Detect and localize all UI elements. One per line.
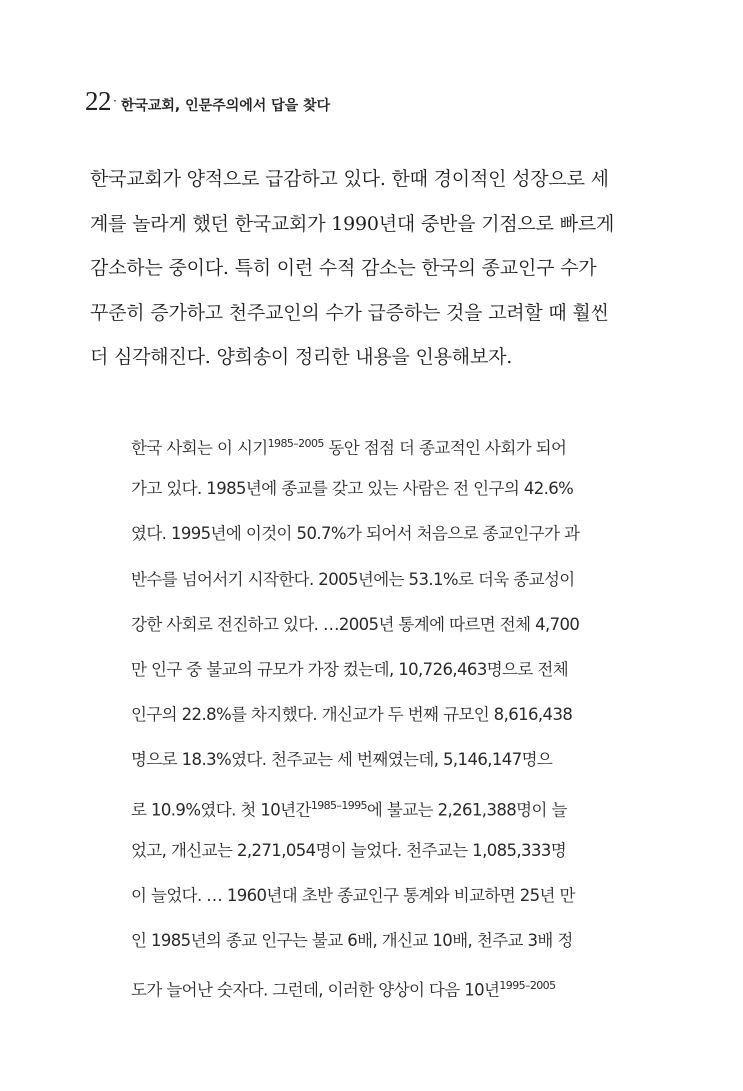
paragraph-line: 한국교회가 양적으로 급감하고 있다. 한때 경이적인 성장으로 세 (90, 168, 609, 190)
body-paragraph (90, 157, 642, 380)
quote-line: 이 늘었다. … 1960년대 초반 종교인구 통계와 비교하면 25년 만 (131, 885, 575, 905)
paragraph-line: 계를 놀라게 했던 한국교회가 1990년대 중반을 기점으로 빠르게 (90, 212, 615, 235)
quote-line: 였다. 1995년에 이것이 50.7%가 되어서 처음으로 종교인구가 과 (131, 524, 580, 544)
quote-line: 가고 있다. 1985년에 종교를 갖고 있는 사람은 전 인구의 42.6% (131, 479, 574, 499)
paragraph-line: 꾸준히 증가하고 천주교인의 수가 급증하는 것을 고려할 때 훨씬 (90, 301, 609, 324)
paragraph-line: 감소하는 중이다. 특히 이런 수적 감소는 한국의 종교인구 수가 (90, 257, 597, 279)
quote-line: 인 1985년의 종교 인구는 불교 6배, 개신교 10배, 천주교 3배 정 (131, 931, 573, 951)
quote-line: 만 인구 중 불교의 규모가 가장 컸는데, 10,726,463명으로 전체 (131, 659, 569, 679)
quote-line: 도가 늘어난 숫자다. 그런데, 이러한 양상이 다음 10년$^{1995-2005}$ (131, 979, 556, 1000)
quote-line: 로 10.9%였다. 첫 10년간$^{1985-1995}$에 불교는 2,261,388명이 늘 (131, 798, 567, 819)
quote-line: 명으로 18.3%였다. 천주교는 세 번째였는데, 5,146,147명으 (131, 750, 553, 770)
running-header (85, 86, 330, 117)
quote-line: 반수를 넘어서기 시작한다. 2005년에는 53.1%로 더욱 종교성이 (131, 569, 575, 589)
block-quote (131, 421, 631, 1008)
quote-line: 강한 사회로 전진하고 있다. …2005년 통계에 따르면 전체 4,700 (131, 614, 580, 634)
running-title: 한국교회, 인문주의에서 답을 찾다 (120, 98, 331, 114)
paragraph-line: 더 심각해진다. 양희송이 정리한 내용을 인용해보자. (90, 346, 513, 368)
quote-line: 인구의 22.8%를 차지했다. 개신교가 두 번째 규모인 8,616,438 (131, 705, 573, 725)
header-separator: · (113, 94, 117, 108)
page-number: 22 (85, 86, 111, 116)
quote-line: 었고, 개신교는 2,271,054명이 늘었다. 천주교는 1,085,333명 (131, 840, 567, 860)
quote-line: 한국 사회는 이 시기$^{1985-2005}$ 동안 점점 더 종교적인 사회가 되어 (131, 437, 567, 458)
